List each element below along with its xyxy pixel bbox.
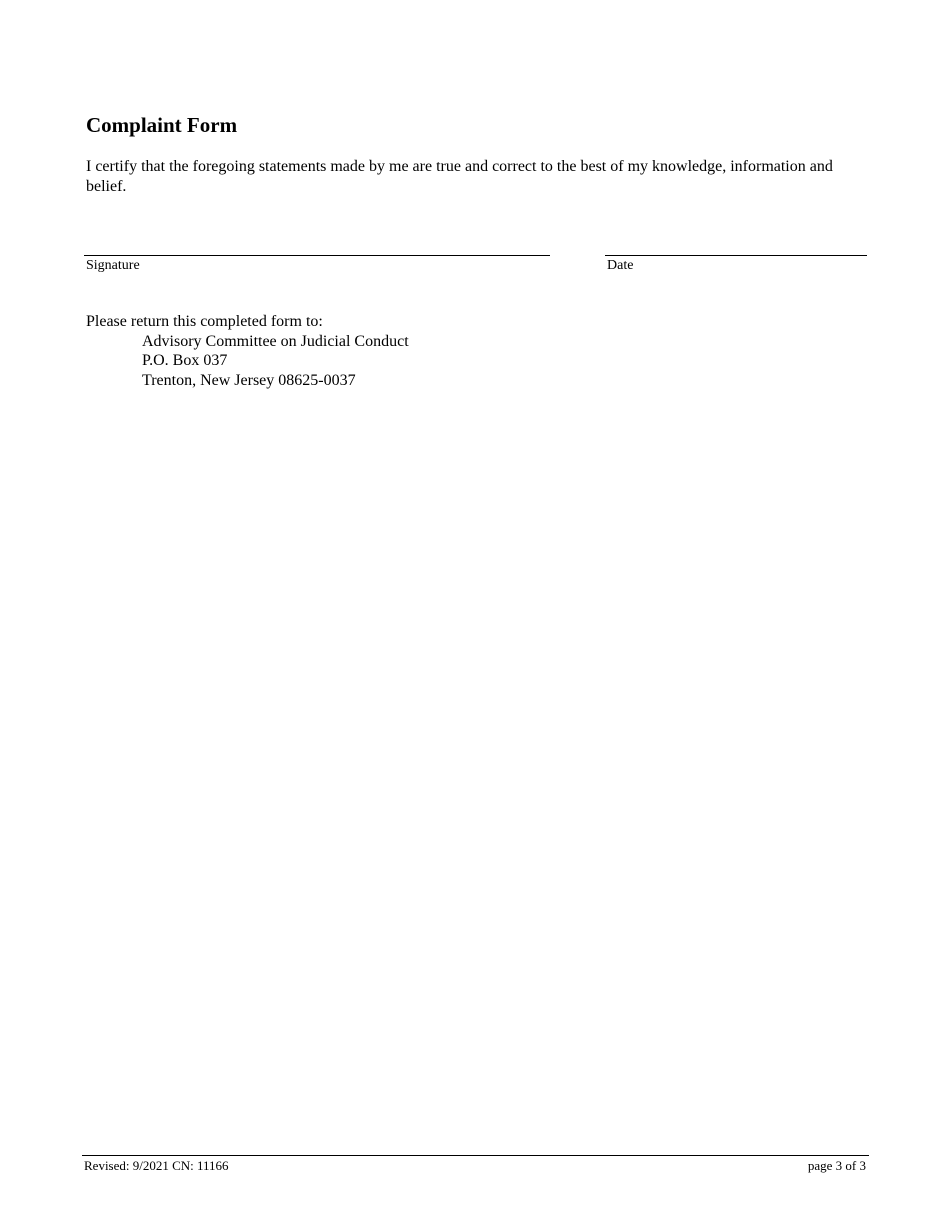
- certification-statement: I certify that the foregoing statements made by me are true and correct to the best of my knowledge, information and belief.: [86, 158, 833, 195]
- signature-label: Signature: [86, 258, 140, 273]
- return-intro-text: Please return this completed form to:: [86, 313, 323, 330]
- return-instructions: [86, 312, 409, 390]
- mailing-address: [142, 332, 409, 391]
- footer-divider: [82, 1155, 869, 1156]
- page-title: Complaint Form: [86, 113, 238, 137]
- footer-page-number: page 3 of 3: [807, 1158, 866, 1173]
- address-line-city-state-zip: Trenton, New Jersey 08625-0037: [142, 371, 356, 389]
- address-line-organization: Advisory Committee on Judicial Conduct: [142, 332, 409, 350]
- address-line-po-box: P.O. Box 037: [142, 352, 228, 369]
- date-label: Date: [607, 258, 634, 273]
- date-line: [605, 255, 867, 256]
- signature-line: [84, 255, 550, 256]
- footer-revision: Revised: 9/2021 CN: 11166: [84, 1158, 229, 1173]
